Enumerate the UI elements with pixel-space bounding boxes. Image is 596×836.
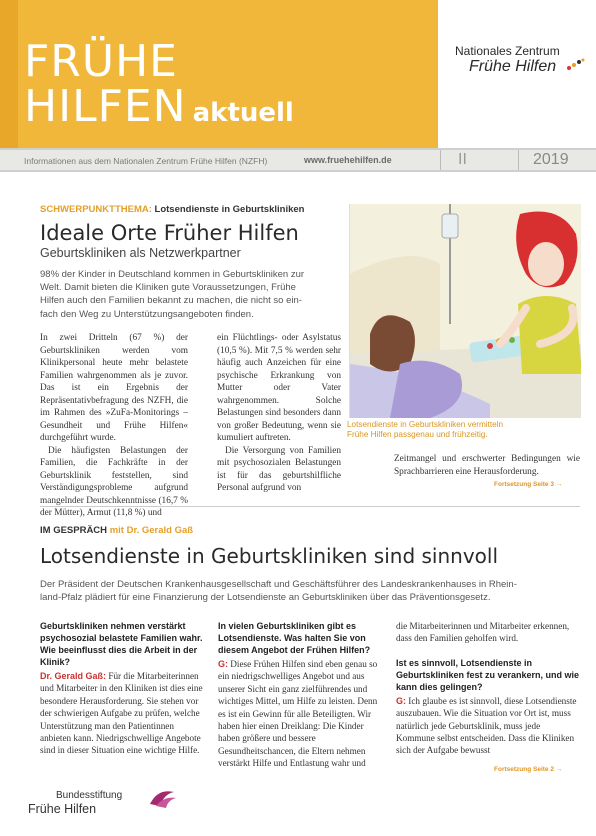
article1-column1: [40, 332, 188, 520]
lead-line: 98% der Kinder in Deutschland kommen in Geburtskliniken zur: [40, 269, 305, 280]
issue-number: II: [458, 151, 467, 168]
lead-line: land-Pfalz plädiert für eine Finanzierung der Lotsendienste an Geburtskliniken über das Präventionsgesetz.: [40, 592, 491, 603]
article2-headline: Lotsendienste in Geburtskliniken sind sinnvoll: [40, 544, 499, 568]
nzfh-logo-line1: Nationales Zentrum: [455, 44, 560, 58]
answer-text: Ich glaube es ist sinnvoll, diese Lotsendienste auszubauen. Wie die Situation vor Ort ist, muss natürlich jede Geburtsklinik, muss jede Kommune selbst entscheiden. Dass die Kliniken sich der Aufgabe bewusst: [396, 695, 577, 756]
caption-line: Frühe Hilfen passgenau und frühzeitig.: [347, 430, 488, 439]
article2-lead: [40, 578, 582, 604]
article1-headline: Ideale Orte Früher Hilfen: [40, 221, 299, 245]
interview-question: Geburtskliniken nehmen verstärkt psychosozial belastete Familien wahr. Wie beeinflusst dies die Arbeit in der Klinik?: [40, 621, 203, 667]
nzfh-logo-line2: Frühe Hilfen: [469, 58, 557, 75]
illustration-caption: [347, 420, 503, 440]
masthead-line2-text: HILFEN: [24, 81, 187, 132]
article1-lead: [40, 268, 340, 321]
continued-link[interactable]: Fortsetzung Seite 3 →: [494, 481, 563, 488]
paragraph: In zwei Dritteln (67 %) der Geburtskliniken werden vom Klinikpersonal heute mehr belastete Familien wahrgenommen als je zuvor. Das ist ein Ergebnis der Repräsentativbefragung des NZFH, die im Rahmen des »ZuFa-Monitorings – Gesundheit und Frühe Hilfen« durchgeführt wurde.: [40, 333, 188, 443]
answer-text: Diese Frühen Hilfen sind eben genau so ein niedrigschwelliges Angebot und aus unserer Sicht ein ganz zielführendes und wichtiges Mittel, um Hilfe zu leisten. Denn es ist ein Gewinn für alle Beteiligten. Wir haben hier einen Dreiklang: Die Kinder haben größere und bessere Gesundheitschancen, die Eltern nehmen verstärkt Hilfe und Entlastung wahr und: [218, 659, 378, 769]
interview-answer: [40, 670, 206, 757]
swirl-logo-icon: [148, 786, 178, 808]
speaker-label: Dr. Gerald Gaß:: [40, 671, 107, 681]
lead-line: Hilfen auch den Familien bekannt zu machen, die nicht so ein-: [40, 295, 302, 307]
interview-column3: [396, 620, 580, 757]
info-text: Informationen aus dem Nationalen Zentrum Frühe Hilfen (NZFH): [24, 156, 268, 166]
logo-dots-icon: [565, 58, 585, 72]
speaker-label: G:: [396, 695, 406, 706]
masthead-line2: [24, 81, 294, 136]
paragraph: Die häufigsten Belastungen der Familien, die Fachkräfte in der Geburtsklinik feststellen, sind Verständigungsprobleme aufgrund mangelnder Deutschkenntnisse (16,7 % der Mütter), Armut (11,8 %) und: [40, 445, 188, 518]
speaker-label: G:: [218, 659, 228, 669]
website-link[interactable]: www.fruehehilfen.de: [304, 155, 392, 165]
masthead-suffix: aktuell: [192, 98, 294, 128]
answer-continuation: die Mitarbeiterinnen und Mitarbeiter erkennen, dass den Familien geholfen wird.: [396, 621, 570, 644]
interview-question: In vielen Geburtskliniken gibt es Lotsendienste. Was halten Sie von diesem Angebot der Frühen Hilfen?: [218, 621, 371, 655]
interview-question: Ist es sinnvoll, Lotsendienste in Geburtskliniken fest zu verankern, und wie kann dies gelingen?: [396, 657, 580, 692]
section-divider: [40, 506, 580, 507]
paragraph: Zeitmangel und erschwerter Bedingungen wie Sprachbarrieren eine Herausforderung.: [394, 454, 580, 477]
article1-column3: [394, 453, 580, 478]
interview-column1: [40, 620, 206, 757]
kicker-with: mit Dr. Gerald Gaß: [109, 525, 194, 536]
article1-column2: [217, 332, 341, 495]
paragraph: Die Versorgung von Familien mit psychosozialen Belastungen ist für das geburtshilfliche Personal aufgrund von: [217, 445, 341, 493]
lead-line: fach den Weg zu Unterstützungsangeboten finden.: [40, 308, 254, 320]
bundesstiftung-logo[interactable]: [28, 790, 122, 816]
kicker-title: Lotsendienste in Geburtskliniken: [154, 204, 305, 215]
lead-line: Welt. Damit bieten die Kliniken gute Voraussetzungen, Frühe: [40, 282, 296, 294]
kicker-topic: IM GESPRÄCH: [40, 525, 108, 536]
masthead-line1: FRÜHE: [24, 36, 178, 87]
article2-kicker: [40, 525, 193, 536]
illustration-mother-nurse: [349, 204, 581, 418]
illustration-art: [350, 204, 581, 418]
interview-answer: [396, 695, 580, 757]
caption-line: Lotsendienste in Geburtskliniken vermitteln: [347, 420, 504, 429]
answer-text: Für die Mitarbeiterinnen und Mitarbeiter in den Kliniken ist dies eine besondere Herausforderung. Sie stehen vor der schwierigen Aufgabe zu prüfen, welche Unterstützung man den Patientinnen anbieten kann. Niedrigschwellige Angebote sind in dieser Situation eine wichtige Hilfe.: [40, 671, 203, 756]
divider: [440, 150, 441, 170]
footer-logo-line2: Frühe Hilfen: [28, 802, 97, 816]
issue-year: 2019: [533, 151, 569, 168]
nzfh-logo[interactable]: [455, 44, 585, 76]
continued-link[interactable]: Fortsetzung Seite 2 →: [494, 766, 563, 773]
interview-answer: [218, 658, 384, 770]
kicker-topic: SCHWERPUNKTTHEMA:: [40, 204, 152, 215]
divider: [518, 150, 519, 170]
interview-column2: [218, 620, 384, 770]
masthead-title: [24, 36, 294, 136]
article1-subheadline: Geburtskliniken als Netzwerkpartner: [40, 246, 241, 260]
lead-line: Der Präsident der Deutschen Krankenhausgesellschaft und Geschäftsführer des Landeskrankenhauses in Rhein-: [40, 579, 517, 590]
article1-kicker: [40, 204, 304, 215]
footer-logo-line1: Bundesstiftung: [56, 790, 123, 801]
paragraph: ein Flüchtlings- oder Asylstatus (10,5 %). Mit 7,5 % werden sehr häufig auch Anzeichen für eine psychische Erkrankung von Mutter oder Vater wahrgenommen. Solche Belastungen sind besonders dann von großer Bedeutung, wenn sie kumuliert auftreten.: [217, 333, 341, 443]
